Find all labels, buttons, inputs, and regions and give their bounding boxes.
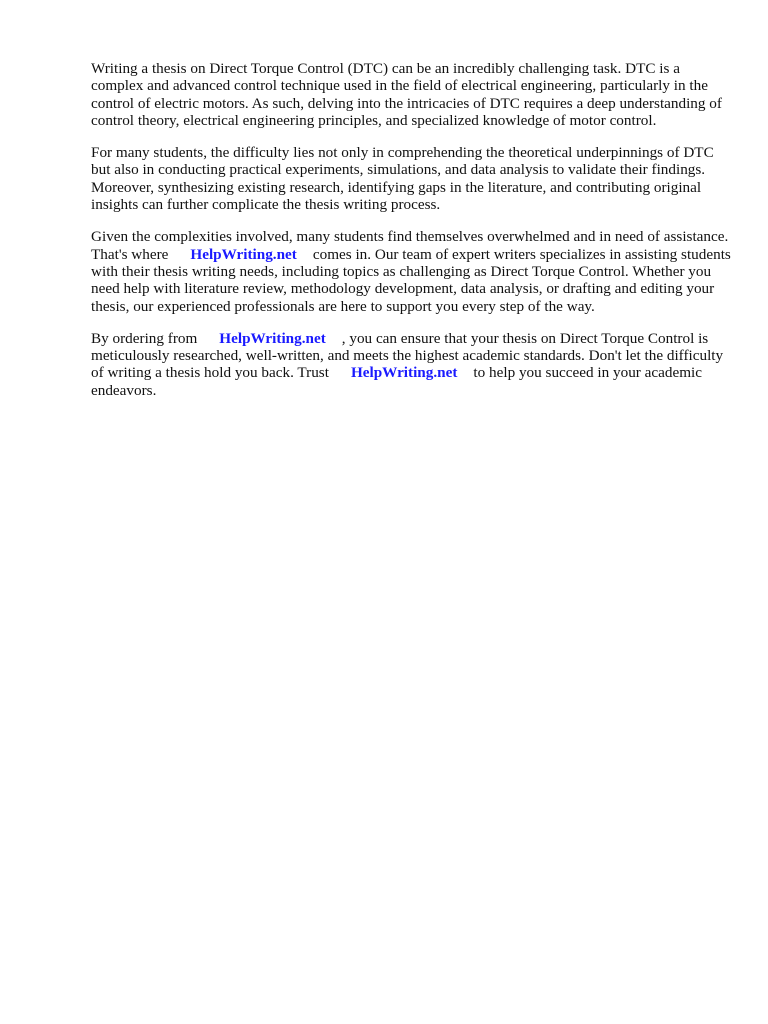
paragraph-intro: Writing a thesis on Direct Torque Control (DTC) can be an incredibly challenging task. DTC is a complex and advanced control technique used in the field of electrical engineering, particularly in the control of electric motors. As such, delving into the intricacies of DTC requires a deep understanding of control theory, electrical engineering principles, and specialized knowledge of motor control. xyxy=(91,60,722,129)
helpwriting-link[interactable]: HelpWriting.net xyxy=(190,245,297,263)
paragraph-assistance-text-before: Given the complexities involved, many students find themselves overwhelmed and in need of assistance. That's where xyxy=(91,228,729,263)
paragraph-closing xyxy=(91,330,731,399)
paragraph-assistance xyxy=(91,228,731,314)
helpwriting-link[interactable]: HelpWriting.net xyxy=(350,364,458,382)
paragraph-closing-text-after: to help you succeed in your academic endeavors. xyxy=(91,364,702,399)
paragraph-closing-text-middle: , you can ensure that your thesis on Direct Torque Control is meticulously researched, well-written, and meets the highest academic standards. Don't let the difficulty of writing a thesis hold you back. Trust xyxy=(91,329,724,382)
helpwriting-link[interactable]: HelpWriting.net xyxy=(219,329,326,347)
document-body xyxy=(91,60,731,414)
paragraph-assistance-text-after: comes in. Our team of expert writers specializes in assisting students with their thesis writing needs, including topics as challenging as Direct Torque Control. Whether you need help with literature review, methodology development, data analysis, or drafting and editing your thesis, our experienced professionals are here to support you every step of the way. xyxy=(91,245,731,315)
paragraph-closing-text-before: By ordering from xyxy=(91,329,198,347)
paragraph-difficulty: For many students, the difficulty lies not only in comprehending the theoretical underpinnings of DTC but also in conducting practical experiments, simulations, and data analysis to validate their findings. Moreover, synthesizing existing research, identifying gaps in the literature, and contributing original insights can further complicate the thesis writing process. xyxy=(91,144,714,214)
